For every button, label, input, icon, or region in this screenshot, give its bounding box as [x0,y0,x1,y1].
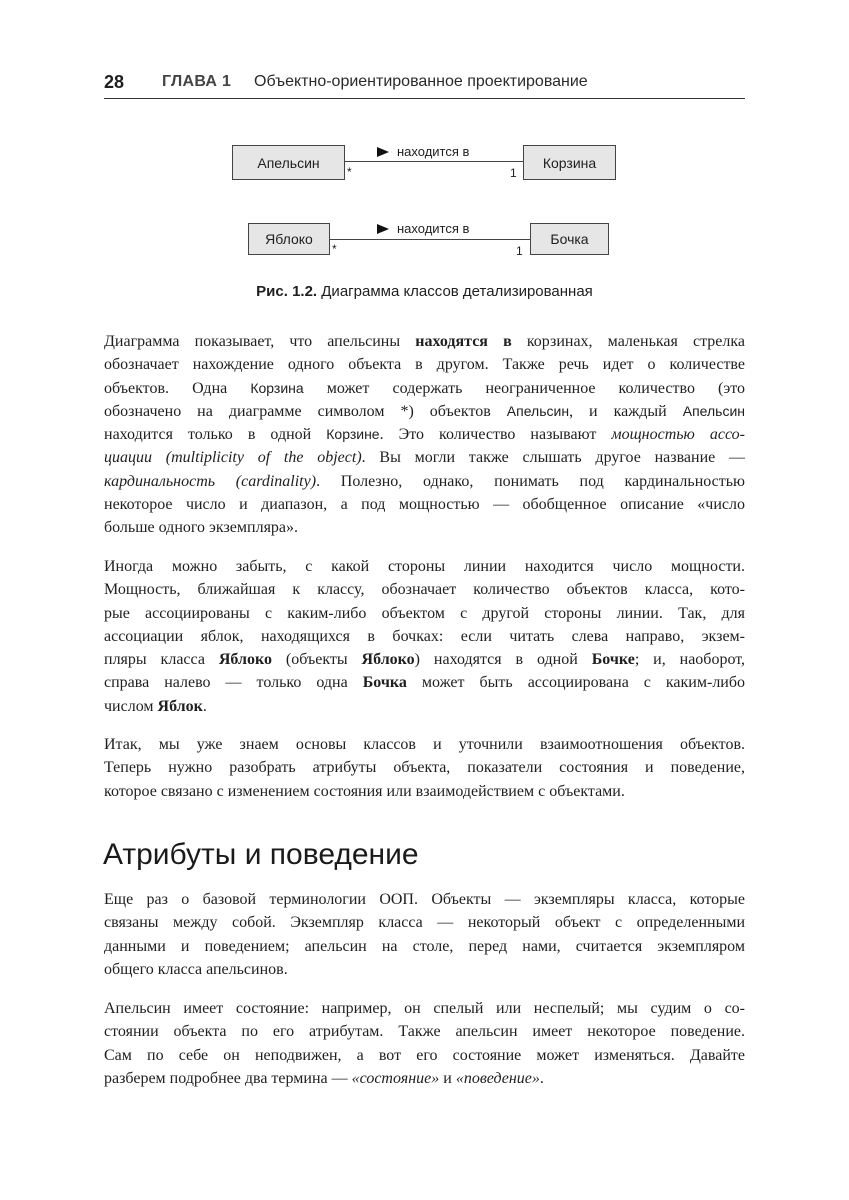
text-run: Бочке [591,651,635,669]
text-line: Еще раз о базовой терминологии ООП. Объекты — экземпляры класса, которые [104,891,745,908]
text-line: обозначает нахождение одного объекта в другом. Также речь идет о количестве [104,356,745,374]
class-box-apple [248,223,330,255]
multiplicity-one-2: 1 [516,244,523,258]
multiplicity-star-2: * [332,242,337,256]
text-run: пляры класса [104,651,219,669]
paragraph-2 [104,555,745,718]
text-run: обозначено на диаграмме символом *) объектов [104,402,507,420]
class-box-barrel [530,223,609,255]
paragraph-5 [104,997,745,1090]
text-run: корзинах, маленькая стрелка [511,333,745,350]
text-line [104,400,745,423]
association-text-1: находится в [397,144,470,159]
text-run: . [202,697,207,715]
text-line: стоянии объекта по его атрибутам. Также апельсин имеет некоторое поведение. [104,1023,745,1041]
text-run: Яблоко [361,651,415,669]
page-number: 28 [104,72,125,92]
text-run: справа налево — только одна [104,674,363,692]
text-run: (объекты [271,651,362,669]
text-run: ; и, наоборот, [634,651,746,669]
direction-arrow-icon [377,224,389,234]
text-line: Апельсин имеет состояние: например, он спелый или неспелый; мы судим о со- [104,1000,745,1017]
text-run: Яблок [157,697,203,715]
text-run: , и каждый [569,402,683,420]
section-heading: Атрибуты и поведение [103,838,419,871]
paragraph-1 [104,330,745,540]
text-run: «поведение» [455,1069,540,1087]
text-line: общего класса апельсинов. [104,960,288,978]
paragraph-3 [104,733,745,803]
class-name-basket: Корзина [542,154,597,171]
text-run: числом [104,697,158,715]
text-run: мощностью ассо- [611,426,746,444]
association-label-1 [377,144,469,159]
text-line: Теперь нужно разобрать атрибуты объекта, показатели состояния и поведение, [104,759,745,777]
association-line-1 [345,161,523,162]
chapter-title: Объектно-ориентированное проектирование [254,73,588,90]
text-line: некоторое число и диапазон, а под мощностью — обобщенное описание «число [104,496,745,514]
class-name-barrel: Бочка [550,231,589,247]
multiplicity-star-1: * [347,165,352,179]
text-run: находится только в одной [104,426,327,444]
text-line [104,671,745,694]
text-run: . Полезно, однако, понимать под кардинальностью [316,472,746,490]
figure-number: Рис. 1.2. [256,283,318,300]
text-line: больше одного экземпляра». [104,519,299,537]
text-line: данными и поведением; апельсин на столе, перед нами, считается экземпляром [104,937,745,955]
text-line: рые ассоциированы с каким-либо объектом с другой стороны линии. Так, для [104,604,745,622]
association-line-2 [330,239,530,240]
text-line: Сам по себе он неподвижен, а вот его состояние может изменяться. Давайте [104,1046,745,1064]
text-line: которое связано с изменением состояния или взаимодействием с объектами. [104,782,625,800]
text-line [104,648,745,671]
text-line [104,470,745,493]
text-line: Иногда можно забыть, с какой стороны линии находится число мощности. [104,558,745,575]
text-line [104,695,745,718]
text-line: Мощность, ближайшая к классу, обозначает количество объектов класса, кото- [104,581,745,599]
text-run: находятся в [415,333,512,350]
class-box-basket [523,145,616,180]
text-run: ) находятся в одной [414,651,592,669]
figure-caption [0,283,849,300]
text-line [104,1067,745,1090]
text-run: кардинальность (cardinality) [104,472,317,490]
text-run: Апельсин [682,402,746,419]
text-run: объектов. Одна [104,379,251,397]
paragraph-4 [104,888,745,981]
text-run: . [539,1069,544,1087]
multiplicity-one-1: 1 [510,166,517,180]
text-line [104,446,745,469]
text-run: и [439,1069,456,1087]
class-name-apple: Яблоко [265,231,313,247]
direction-arrow-icon [377,147,389,157]
text-run: Бочка [362,674,407,692]
association-label-2 [377,221,469,236]
figure-caption-text: Диаграмма классов детализированная [317,283,593,300]
class-name-orange: Апельсин [257,154,320,171]
text-run: . Вы могли также слышать другое название — [361,449,745,467]
text-run: «состояние» [351,1069,440,1087]
text-run: Корзина [250,379,304,396]
text-run: . Это количество называют [379,426,612,444]
class-box-orange [232,145,345,180]
text-line [104,423,745,446]
text-line: связаны между собой. Экземпляр класса — некоторый объект с определенными [104,914,745,932]
text-run: разберем подробнее два термина — [104,1069,352,1087]
text-run: Корзине [326,426,380,443]
text-line [104,330,745,353]
text-run: может быть ассоциирована с каким-либо [406,674,745,692]
page-header [104,70,745,99]
text-line [104,377,745,400]
text-line: Итак, мы уже знаем основы классов и уточнили взаимоотношения объектов. [104,736,745,753]
text-line: ассоциации яблок, находящихся в бочках: если читать слева направо, экзем- [104,627,745,645]
chapter-label: ГЛАВА 1 [162,73,232,90]
association-text-2: находится в [397,221,470,236]
text-run: циации (multiplicity of the object) [104,449,362,467]
text-run: может содержать неограниченное количество (это [303,379,745,397]
text-run: Апельсин [506,402,570,419]
text-run: Диаграмма показывает, что апельсины [104,333,416,350]
text-run: Яблоко [218,651,272,669]
